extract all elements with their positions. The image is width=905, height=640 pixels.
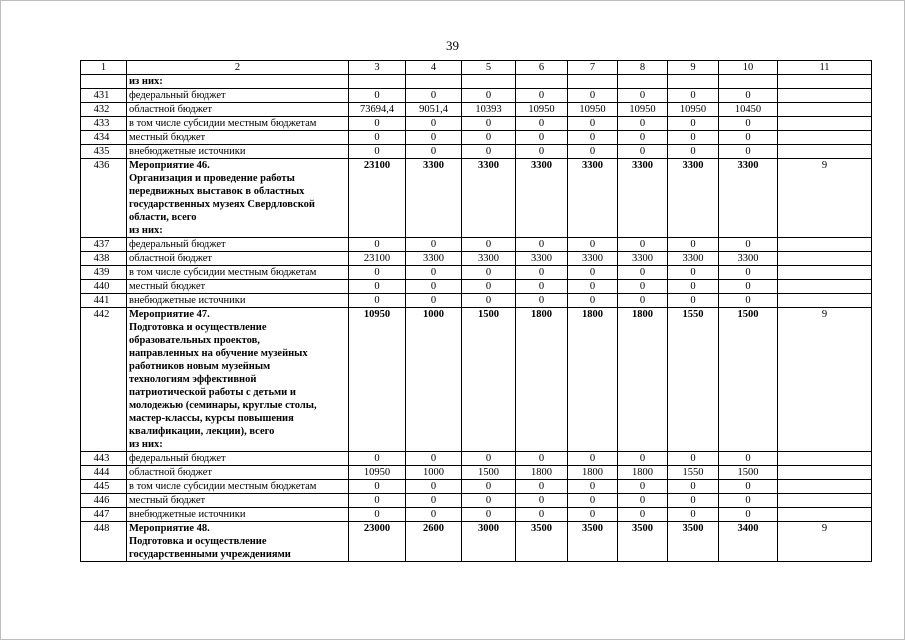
- description-line: из них:: [129, 225, 163, 236]
- table-row: [81, 131, 872, 145]
- description-cell: [127, 89, 349, 103]
- value-cell: 9051,4: [406, 103, 462, 117]
- value-cell: 3300: [668, 252, 719, 266]
- value-cell: 0: [668, 280, 719, 294]
- value-cell: 0: [568, 238, 618, 252]
- value-cell: 0: [618, 280, 668, 294]
- description-line: из них:: [129, 76, 163, 87]
- description-line: мастер-классы, курсы повышения: [129, 413, 294, 424]
- value-cell: 3400: [719, 522, 778, 562]
- description-cell: [127, 131, 349, 145]
- row-number-cell: 440: [81, 280, 127, 294]
- header-row: [81, 61, 872, 75]
- column-11-cell: [778, 238, 872, 252]
- description-cell: [127, 75, 349, 89]
- value-cell: 0: [349, 117, 406, 131]
- description-cell: [127, 294, 349, 308]
- value-cell: 0: [668, 480, 719, 494]
- value-cell: 0: [406, 145, 462, 159]
- value-cell: 0: [406, 117, 462, 131]
- description-line: местный бюджет: [129, 495, 206, 506]
- value-cell: 0: [516, 117, 568, 131]
- value-cell: 0: [462, 452, 516, 466]
- description-line: молодежью (семинары, круглые столы,: [129, 400, 317, 411]
- value-cell: 0: [668, 266, 719, 280]
- value-cell: 0: [568, 117, 618, 131]
- value-cell: 73694,4: [349, 103, 406, 117]
- value-cell: 1000: [406, 466, 462, 480]
- value-cell: 0: [406, 494, 462, 508]
- column-11-cell: [778, 494, 872, 508]
- value-cell: 3500: [516, 522, 568, 562]
- row-number-cell: 437: [81, 238, 127, 252]
- value-cell: 0: [349, 131, 406, 145]
- table-row: [81, 117, 872, 131]
- value-cell: 0: [719, 117, 778, 131]
- value-cell: 0: [618, 145, 668, 159]
- column-11-cell: [778, 252, 872, 266]
- description-line: области, всего: [129, 212, 197, 223]
- description-cell: [127, 103, 349, 117]
- description-line: внебюджетные источники: [129, 509, 246, 520]
- table-row: [81, 494, 872, 508]
- value-cell: 0: [719, 238, 778, 252]
- header-cell: 7: [568, 61, 618, 75]
- value-cell: 0: [349, 145, 406, 159]
- value-cell: 0: [668, 294, 719, 308]
- row-number-cell: 433: [81, 117, 127, 131]
- table-row: [81, 508, 872, 522]
- value-cell: 3300: [719, 252, 778, 266]
- value-cell: 0: [516, 480, 568, 494]
- value-cell: 10950: [668, 103, 719, 117]
- value-cell: 0: [719, 480, 778, 494]
- table-row: [81, 480, 872, 494]
- value-cell: 0: [406, 480, 462, 494]
- description-cell: [127, 466, 349, 480]
- value-cell: 3300: [406, 159, 462, 238]
- value-cell: 0: [462, 238, 516, 252]
- value-cell: 0: [462, 89, 516, 103]
- value-cell: 0: [349, 89, 406, 103]
- value-cell: 0: [406, 266, 462, 280]
- description-line: местный бюджет: [129, 132, 206, 143]
- value-cell: 0: [406, 131, 462, 145]
- value-cell: 10950: [618, 103, 668, 117]
- description-line: квалификации, лекции), всего: [129, 426, 275, 437]
- value-cell: [406, 75, 462, 89]
- value-cell: 0: [406, 89, 462, 103]
- header-cell: 3: [349, 61, 406, 75]
- value-cell: 0: [668, 117, 719, 131]
- value-cell: 3500: [568, 522, 618, 562]
- description-line: в том числе субсидии местным бюджетам: [129, 481, 317, 492]
- row-number-cell: 442: [81, 308, 127, 452]
- row-number-cell: 441: [81, 294, 127, 308]
- value-cell: 0: [406, 238, 462, 252]
- value-cell: 0: [719, 131, 778, 145]
- description-cell: [127, 252, 349, 266]
- header-cell: 10: [719, 61, 778, 75]
- row-number-cell: 436: [81, 159, 127, 238]
- description-line: Организация и проведение работы: [129, 173, 295, 184]
- value-cell: 0: [406, 508, 462, 522]
- row-number-cell: 435: [81, 145, 127, 159]
- value-cell: 0: [668, 131, 719, 145]
- row-number-cell: 431: [81, 89, 127, 103]
- column-11-cell: 9: [778, 308, 872, 452]
- value-cell: 0: [719, 280, 778, 294]
- value-cell: 10950: [349, 466, 406, 480]
- value-cell: 23100: [349, 159, 406, 238]
- value-cell: 0: [516, 280, 568, 294]
- value-cell: 0: [349, 452, 406, 466]
- value-cell: 0: [668, 494, 719, 508]
- value-cell: 0: [462, 480, 516, 494]
- value-cell: [568, 75, 618, 89]
- value-cell: 0: [516, 238, 568, 252]
- value-cell: 0: [719, 452, 778, 466]
- row-number-cell: 438: [81, 252, 127, 266]
- value-cell: 1800: [568, 466, 618, 480]
- description-cell: [127, 117, 349, 131]
- header-cell: 9: [668, 61, 719, 75]
- column-11-cell: [778, 280, 872, 294]
- header-cell: 6: [516, 61, 568, 75]
- table-row: [81, 294, 872, 308]
- description-line: федеральный бюджет: [129, 239, 226, 250]
- value-cell: 1550: [668, 466, 719, 480]
- value-cell: 0: [568, 145, 618, 159]
- description-line: Подготовка и осуществление: [129, 322, 267, 333]
- table-row: [81, 266, 872, 280]
- description-line: Мероприятие 47.: [129, 309, 210, 320]
- column-11-cell: [778, 466, 872, 480]
- row-number-cell: 443: [81, 452, 127, 466]
- column-11-cell: [778, 117, 872, 131]
- value-cell: 0: [719, 508, 778, 522]
- row-number-cell: 439: [81, 266, 127, 280]
- value-cell: 0: [568, 89, 618, 103]
- value-cell: 0: [618, 494, 668, 508]
- column-11-cell: 9: [778, 159, 872, 238]
- value-cell: [516, 75, 568, 89]
- row-number-cell: 445: [81, 480, 127, 494]
- value-cell: 0: [618, 117, 668, 131]
- description-line: Подготовка и осуществление: [129, 536, 267, 547]
- value-cell: [668, 75, 719, 89]
- description-line: в том числе субсидии местным бюджетам: [129, 118, 317, 129]
- column-11-cell: 9: [778, 522, 872, 562]
- value-cell: 3300: [406, 252, 462, 266]
- value-cell: 0: [618, 480, 668, 494]
- value-cell: 23000: [349, 522, 406, 562]
- value-cell: 2600: [406, 522, 462, 562]
- value-cell: 1500: [462, 308, 516, 452]
- table-row: [81, 252, 872, 266]
- value-cell: 0: [618, 238, 668, 252]
- value-cell: 0: [668, 508, 719, 522]
- table-row-activity: [81, 159, 872, 238]
- value-cell: 0: [462, 294, 516, 308]
- value-cell: 10950: [349, 308, 406, 452]
- description-line: государственными учреждениями: [129, 549, 291, 560]
- row-number-cell: [81, 75, 127, 89]
- value-cell: 0: [618, 508, 668, 522]
- value-cell: 0: [668, 238, 719, 252]
- budget-table: [80, 60, 872, 562]
- value-cell: 0: [349, 280, 406, 294]
- row-number-cell: 432: [81, 103, 127, 117]
- table-row: [81, 145, 872, 159]
- value-cell: 0: [516, 145, 568, 159]
- row-number-cell: 444: [81, 466, 127, 480]
- value-cell: 3500: [618, 522, 668, 562]
- value-cell: 0: [349, 294, 406, 308]
- value-cell: 0: [516, 89, 568, 103]
- description-line: технологиям эффективной: [129, 374, 257, 385]
- description-cell: [127, 494, 349, 508]
- value-cell: 0: [406, 280, 462, 294]
- description-cell: [127, 308, 349, 452]
- description-line: направленных на обучение музейных: [129, 348, 308, 359]
- value-cell: [349, 75, 406, 89]
- column-11-cell: [778, 266, 872, 280]
- page-number: 39: [446, 38, 459, 53]
- table-row-activity: [81, 522, 872, 562]
- description-line: местный бюджет: [129, 281, 206, 292]
- description-line: внебюджетные источники: [129, 295, 246, 306]
- value-cell: 0: [618, 452, 668, 466]
- value-cell: 1500: [462, 466, 516, 480]
- table-row: [81, 466, 872, 480]
- header-cell: 4: [406, 61, 462, 75]
- value-cell: 3300: [462, 252, 516, 266]
- value-cell: 0: [618, 89, 668, 103]
- value-cell: 0: [719, 266, 778, 280]
- value-cell: [462, 75, 516, 89]
- description-line: Мероприятие 48.: [129, 523, 210, 534]
- description-line: областной бюджет: [129, 253, 212, 264]
- value-cell: 0: [719, 294, 778, 308]
- value-cell: 1550: [668, 308, 719, 452]
- value-cell: 0: [568, 131, 618, 145]
- value-cell: 0: [516, 494, 568, 508]
- row-number-cell: 446: [81, 494, 127, 508]
- value-cell: 0: [516, 452, 568, 466]
- value-cell: 3500: [668, 522, 719, 562]
- value-cell: 0: [406, 452, 462, 466]
- value-cell: 0: [618, 266, 668, 280]
- value-cell: 23100: [349, 252, 406, 266]
- value-cell: 0: [568, 508, 618, 522]
- value-cell: 0: [462, 508, 516, 522]
- header-cell: 8: [618, 61, 668, 75]
- description-cell: [127, 480, 349, 494]
- value-cell: 10950: [516, 103, 568, 117]
- description-line: передвижных выставок в областных: [129, 186, 305, 197]
- row-number-cell: 434: [81, 131, 127, 145]
- value-cell: 0: [668, 145, 719, 159]
- value-cell: 10950: [568, 103, 618, 117]
- value-cell: 0: [568, 494, 618, 508]
- table-row: [81, 280, 872, 294]
- row-number-cell: 447: [81, 508, 127, 522]
- value-cell: 0: [349, 480, 406, 494]
- value-cell: 1800: [516, 466, 568, 480]
- description-line: Мероприятие 46.: [129, 160, 210, 171]
- table-row-activity: [81, 75, 872, 89]
- value-cell: 3300: [668, 159, 719, 238]
- value-cell: 1500: [719, 308, 778, 452]
- value-cell: 0: [349, 508, 406, 522]
- value-cell: [618, 75, 668, 89]
- value-cell: 0: [406, 294, 462, 308]
- value-cell: 0: [719, 494, 778, 508]
- column-11-cell: [778, 452, 872, 466]
- value-cell: [719, 75, 778, 89]
- column-11-cell: [778, 145, 872, 159]
- value-cell: 3300: [516, 252, 568, 266]
- value-cell: 3000: [462, 522, 516, 562]
- value-cell: 0: [349, 238, 406, 252]
- value-cell: 3300: [618, 159, 668, 238]
- value-cell: 1800: [618, 308, 668, 452]
- table-row: [81, 103, 872, 117]
- table-row-activity: [81, 308, 872, 452]
- value-cell: 0: [462, 131, 516, 145]
- value-cell: 3300: [462, 159, 516, 238]
- description-line: работников новым музейным: [129, 361, 271, 372]
- value-cell: 0: [462, 280, 516, 294]
- description-cell: [127, 266, 349, 280]
- description-line: патриотической работы с детьми и: [129, 387, 296, 398]
- description-line: образовательных проектов,: [129, 335, 260, 346]
- column-11-cell: [778, 103, 872, 117]
- header-cell: 2: [127, 61, 349, 75]
- value-cell: 0: [516, 131, 568, 145]
- table-row: [81, 238, 872, 252]
- value-cell: 0: [462, 145, 516, 159]
- description-line: областной бюджет: [129, 104, 212, 115]
- value-cell: 0: [568, 452, 618, 466]
- value-cell: 3300: [568, 159, 618, 238]
- value-cell: 0: [568, 480, 618, 494]
- header-cell: 1: [81, 61, 127, 75]
- value-cell: 1800: [568, 308, 618, 452]
- value-cell: 0: [668, 89, 719, 103]
- description-cell: [127, 159, 349, 238]
- description-cell: [127, 452, 349, 466]
- description-line: областной бюджет: [129, 467, 212, 478]
- value-cell: 1500: [719, 466, 778, 480]
- description-line: внебюджетные источники: [129, 146, 246, 157]
- value-cell: 0: [719, 145, 778, 159]
- value-cell: 0: [516, 508, 568, 522]
- header-cell: 11: [778, 61, 872, 75]
- description-line: в том числе субсидии местным бюджетам: [129, 267, 317, 278]
- description-cell: [127, 145, 349, 159]
- value-cell: 1000: [406, 308, 462, 452]
- value-cell: 1800: [618, 466, 668, 480]
- column-11-cell: [778, 89, 872, 103]
- description-cell: [127, 508, 349, 522]
- description-line: государственных музеях Свердловской: [129, 199, 315, 210]
- description-line: из них:: [129, 439, 163, 450]
- value-cell: 0: [516, 266, 568, 280]
- row-number-cell: 448: [81, 522, 127, 562]
- value-cell: 0: [668, 452, 719, 466]
- header-cell: 5: [462, 61, 516, 75]
- value-cell: 0: [618, 294, 668, 308]
- description-cell: [127, 280, 349, 294]
- description-line: федеральный бюджет: [129, 453, 226, 464]
- column-11-cell: [778, 508, 872, 522]
- table-row: [81, 89, 872, 103]
- column-11-cell: [778, 294, 872, 308]
- value-cell: 0: [568, 280, 618, 294]
- column-11-cell: [778, 480, 872, 494]
- value-cell: 0: [568, 294, 618, 308]
- description-cell: [127, 522, 349, 562]
- value-cell: 0: [462, 494, 516, 508]
- value-cell: 0: [618, 131, 668, 145]
- table-row: [81, 452, 872, 466]
- value-cell: 10393: [462, 103, 516, 117]
- value-cell: 0: [568, 266, 618, 280]
- value-cell: 3300: [568, 252, 618, 266]
- value-cell: 0: [462, 266, 516, 280]
- value-cell: 3300: [618, 252, 668, 266]
- value-cell: 1800: [516, 308, 568, 452]
- value-cell: 3300: [719, 159, 778, 238]
- value-cell: 0: [349, 266, 406, 280]
- value-cell: 3300: [516, 159, 568, 238]
- description-cell: [127, 238, 349, 252]
- column-11-cell: [778, 75, 872, 89]
- column-11-cell: [778, 131, 872, 145]
- value-cell: 10450: [719, 103, 778, 117]
- value-cell: 0: [719, 89, 778, 103]
- value-cell: 0: [462, 117, 516, 131]
- description-line: федеральный бюджет: [129, 90, 226, 101]
- value-cell: 0: [349, 494, 406, 508]
- value-cell: 0: [516, 294, 568, 308]
